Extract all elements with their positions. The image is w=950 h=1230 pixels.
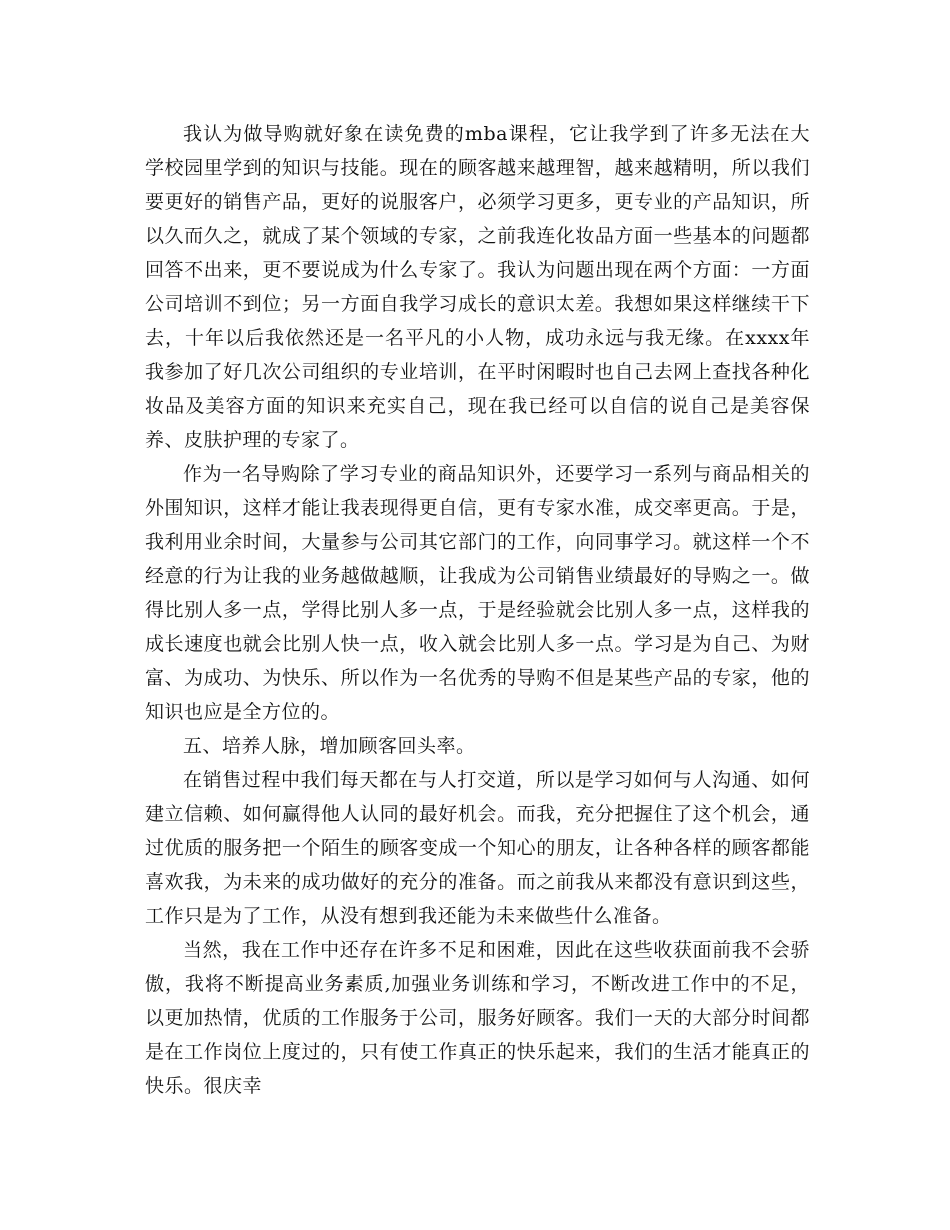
paragraph-customer-relations: 在销售过程中我们每天都在与人打交道，所以是学习如何与人沟通、如何建立信赖、如何赢得他人认同的最好机会。而我，充分把握住了这个机会，通过优质的服务把一个陌生的顾客变成一个知心的朋友，让各种各样的顾客都能喜欢我，为未来的成功做好的充分的准备。而之前我从来都没有意识到这些，工作只是为了工作，从没有想到我还能为未来做些什么准备。 — [145, 769, 810, 927]
paragraph-peripheral-knowledge: 作为一名导购除了学习专业的商品知识外，还要学习一系列与商品相关的外围知识，这样才能让我表现得更自信，更有专家水准，成交率更高。于是，我利用业余时间，大量参与公司其它部门的工作，向同事学习。就这样一个不经意的行为让我的业务越做越顺，让我成为公司销售业绩最好的导购之一。做得比别人多一点，学得比别人多一点，于是经验就会比别人多一点，这样我的成长速度也就会比别人快一点，收入就会比别人多一点。学习是为自己、为财富、为成功、为快乐、所以作为一名优秀的导购不但是某些产品的专家，他的知识也应是全方位的。 — [145, 463, 810, 723]
paragraph-mba-learning: 我认为做导购就好象在读免费的mba课程，它让我学到了许多无法在大学校园里学到的知识与技能。现在的顾客越来越理智，越来越精明，所以我们要更好的销售产品，更好的说服客户，必须学习更多，更专业的产品知识，所以久而久之，就成了某个领域的专家，之前我连化妆品方面一些基本的问题都回答不出来，更不要说成为什么专家了。我认为问题出现在两个方面：一方面公司培训不到位；另一方面自我学习成长的意识太差。我想如果这样继续干下去，十年以后我依然还是一名平凡的小人物，成功永远与我无缘。在xxxx年我参加了好几次公司组织的专业培训，在平时闲暇时也自己去网上查找各种化妆品及美容方面的知识来充实自己，现在我已经可以自信的说自己是美容保养、皮肤护理的专家了。 — [145, 123, 810, 451]
paragraph-shortcomings: 当然，我在工作中还存在许多不足和困难，因此在这些收获面前我不会骄傲，我将不断提高业务素质,加强业务训练和学习，不断改进工作中的不足，以更加热情，优质的工作服务于公司，服务好顾客。我们一天的大部分时间都是在工作岗位上度过的，只有使工作真正的快乐起来，我们的生活才能真正的快乐。很庆幸 — [145, 939, 810, 1097]
document-body — [145, 117, 810, 1103]
section-heading-network: 五、培养人脉，增加顾客回头率。 — [183, 735, 476, 757]
